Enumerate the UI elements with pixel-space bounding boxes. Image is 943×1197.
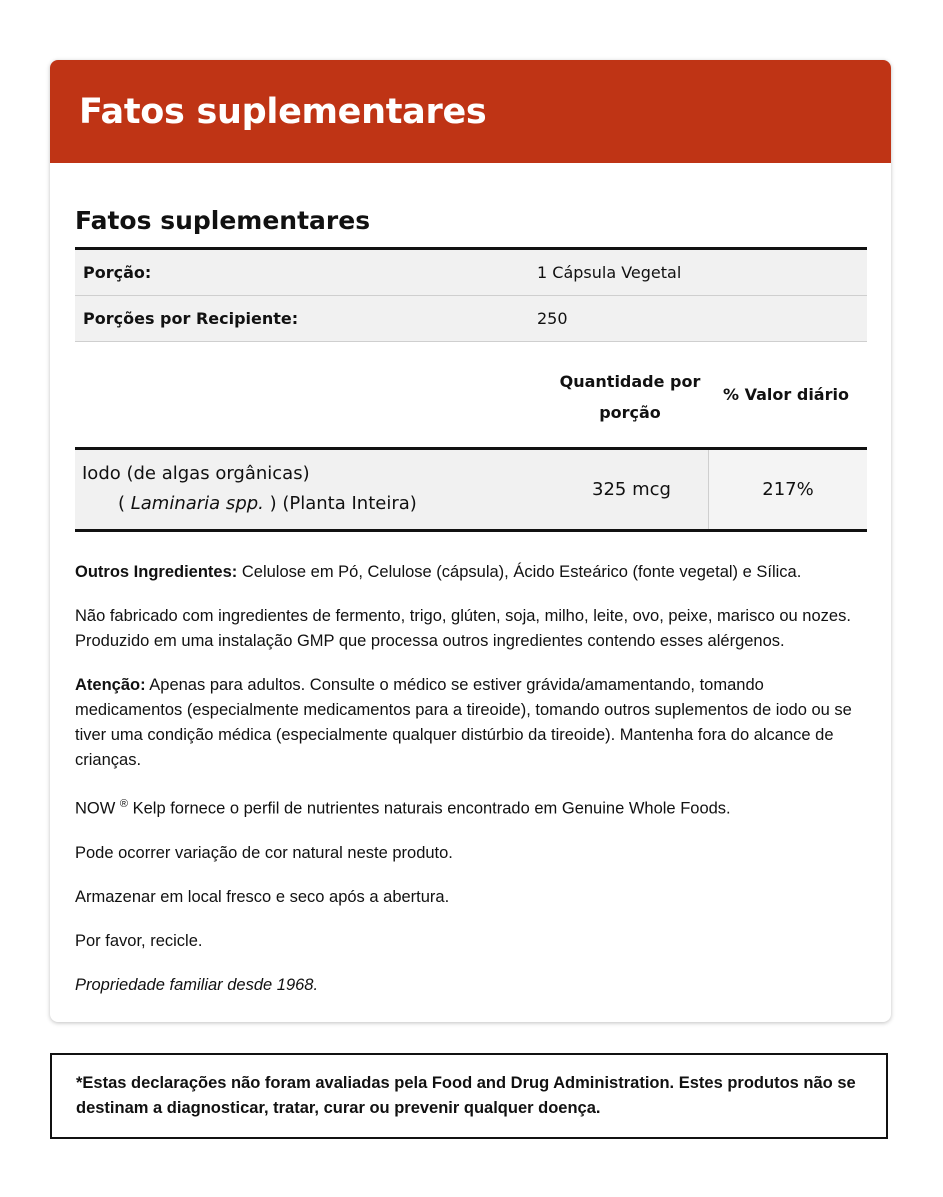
fda-disclaimer: *Estas declarações não foram avaliadas pela Food and Drug Administration. Estes produtos não se destinam a diagnosticar, tratar, curar ou prevenir qualquer doença. xyxy=(50,1053,888,1139)
family-owned-note: Propriedade familiar desde 1968. xyxy=(75,975,319,994)
card-header-title: Fatos suplementares xyxy=(79,91,487,132)
nutrient-daily-value: 217% xyxy=(708,450,867,529)
storage-note: Armazenar em local fresco e seco após a abertura. xyxy=(75,887,450,906)
amount-header-line-2: porção xyxy=(599,402,661,422)
serving-info xyxy=(75,247,867,342)
nutrient-name-cell xyxy=(75,450,555,529)
nutrient-row xyxy=(75,447,867,532)
nutrient-source: ( Laminaria spp. ) (Planta Inteira) xyxy=(118,493,417,514)
card-header xyxy=(50,60,891,163)
servings-per-container-label: Porções por Recipiente: xyxy=(83,309,299,328)
supplement-facts-card xyxy=(50,60,891,1022)
warning-statement: Atenção: Apenas para adultos. Consulte o médico se estiver grávida/amamentando, tomando medicamentos (especialmente medicamentos para a tireoide), tomando outros suplementos de iodo ou se tiver uma condição médica (especialmente qualquer distúrbio da tireoide). Mantenha fora do alcance de crianças. xyxy=(75,676,852,769)
servings-per-container-row xyxy=(75,296,867,342)
allergen-statement: Não fabricado com ingredientes de fermento, trigo, glúten, soja, milho, leite, ovo, peixe, marisco ou nozes. Produzido em uma instalação GMP que processa outros ingredientes contendo esses alérgenos. xyxy=(75,607,851,650)
nutrient-amount: 325 mcg xyxy=(592,479,671,500)
servings-per-container-value: 250 xyxy=(537,309,568,328)
amount-header-line-1: Quantidade por xyxy=(559,371,701,391)
color-variation-note: Pode ocorrer variação de cor natural neste produto. xyxy=(75,843,453,862)
recycle-note: Por favor, recicle. xyxy=(75,931,203,950)
serving-size-value: 1 Cápsula Vegetal xyxy=(537,263,682,282)
product-notes xyxy=(75,560,867,998)
panel-title: Fatos suplementares xyxy=(75,206,371,235)
registered-mark: ® xyxy=(119,798,129,810)
serving-size-label: Porção: xyxy=(83,263,152,282)
other-ingredients: Outros Ingredientes: Celulose em Pó, Celulose (cápsula), Ácido Esteárico (fonte vegetal) e Sílica. xyxy=(75,563,802,581)
serving-size-row xyxy=(75,250,867,296)
amount-per-serving-header xyxy=(555,362,705,428)
brand-statement: NOW ® Kelp fornece o perfil de nutrientes naturais encontrado em Genuine Whole Foods. xyxy=(75,798,731,818)
supplement-facts-panel xyxy=(75,163,867,1017)
nutrient-name: Iodo (de algas orgânicas) xyxy=(82,463,310,484)
nutrient-species: Laminaria spp. xyxy=(130,493,264,514)
column-headers xyxy=(75,342,867,447)
daily-value-header: % Valor diário xyxy=(723,385,849,404)
